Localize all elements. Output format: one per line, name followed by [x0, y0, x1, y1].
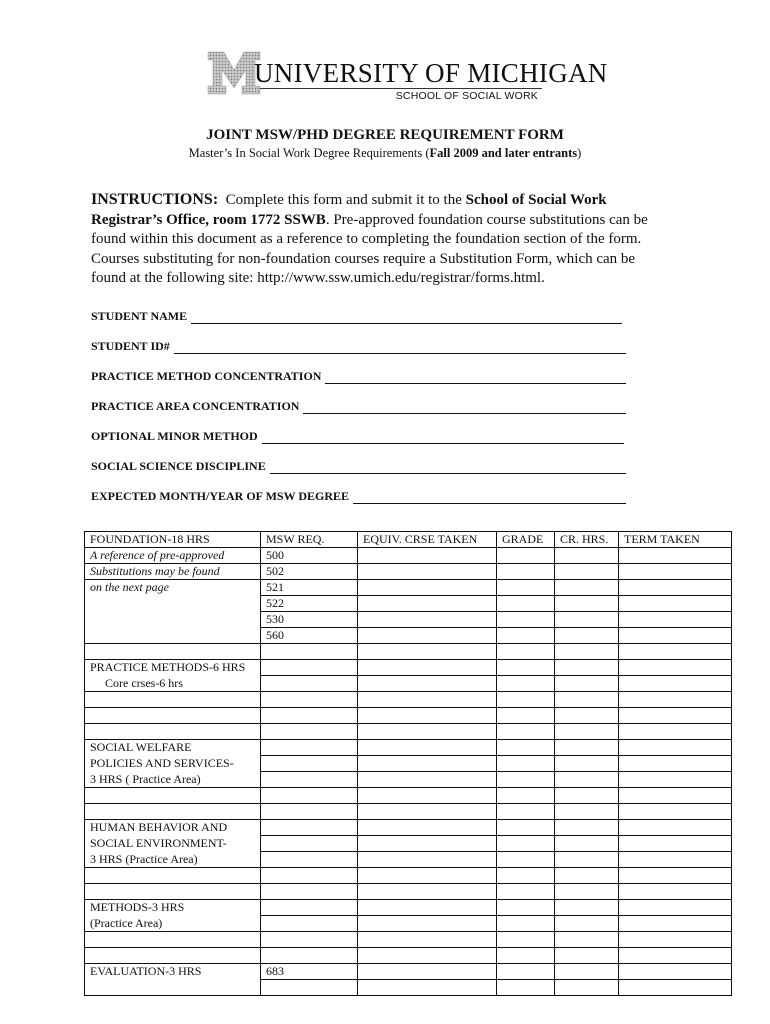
- entry-cell[interactable]: [555, 708, 619, 724]
- entry-cell[interactable]: [619, 980, 732, 996]
- entry-cell[interactable]: [619, 884, 732, 900]
- table-row: [85, 708, 732, 724]
- school-name: SCHOOL OF SOCIAL WORK: [395, 90, 538, 102]
- entry-cell[interactable]: [619, 868, 732, 884]
- field-label: STUDENT NAME: [91, 309, 188, 323]
- entry-cell[interactable]: [555, 964, 619, 980]
- entry-cell[interactable]: [497, 756, 555, 772]
- table-row: [85, 916, 732, 932]
- entry-cell[interactable]: [497, 628, 555, 644]
- table-row: [85, 724, 732, 740]
- entry-cell[interactable]: [261, 708, 358, 724]
- msw-req-cell: 500: [261, 548, 358, 564]
- instructions-text-2: . Pre-approved foundation course substitutions can be found within this document as a reference to completing the foundation section of the form. Courses substituting for non-foundation courses require a Substitution Form, which can be found at the following site: http://www.ssw.umich.edu/registrar/forms.html.: [91, 211, 648, 286]
- entry-cell[interactable]: [497, 804, 555, 820]
- hbse-label: 3 HRS (Practice Area): [85, 852, 261, 868]
- foundation-blank: [85, 612, 261, 628]
- entry-cell[interactable]: [358, 980, 497, 996]
- entry-cell[interactable]: [358, 564, 497, 580]
- entry-cell[interactable]: [358, 628, 497, 644]
- entry-cell[interactable]: [261, 772, 358, 788]
- table-header-row: [85, 532, 732, 548]
- entry-cell[interactable]: [555, 884, 619, 900]
- entry-cell[interactable]: [497, 724, 555, 740]
- entry-cell[interactable]: [619, 548, 732, 564]
- practice-area-field[interactable]: [91, 398, 626, 414]
- table-row: [85, 564, 732, 580]
- instructions-lead: INSTRUCTIONS:: [91, 191, 219, 208]
- methods-label: (Practice Area): [85, 916, 261, 932]
- entry-cell[interactable]: [358, 660, 497, 676]
- entry-cell[interactable]: [619, 612, 732, 628]
- entry-cell[interactable]: [619, 564, 732, 580]
- blank-cell: [85, 868, 261, 884]
- practice-method-line[interactable]: [325, 371, 626, 384]
- header-foundation: FOUNDATION-18 HRS: [85, 532, 261, 548]
- entry-cell[interactable]: [619, 836, 732, 852]
- table-row: [85, 884, 732, 900]
- table-row: [85, 964, 732, 980]
- entry-cell[interactable]: [358, 756, 497, 772]
- blank-cell: [85, 932, 261, 948]
- entry-cell[interactable]: [555, 852, 619, 868]
- entry-cell[interactable]: [619, 820, 732, 836]
- entry-cell[interactable]: [555, 740, 619, 756]
- practice-area-line[interactable]: [303, 401, 626, 414]
- field-label: PRACTICE AREA CONCENTRATION: [91, 399, 300, 413]
- social-science-line[interactable]: [270, 461, 626, 474]
- header-cr-hrs: CR. HRS.: [555, 532, 619, 548]
- entry-cell[interactable]: [497, 548, 555, 564]
- entry-cell[interactable]: [555, 644, 619, 660]
- subtitle-prefix: Master’s In Social Work Degree Requirements (: [188, 146, 430, 160]
- entry-cell[interactable]: [497, 596, 555, 612]
- entry-cell[interactable]: [497, 740, 555, 756]
- entry-cell[interactable]: [261, 724, 358, 740]
- student-id-line[interactable]: [174, 341, 626, 354]
- entry-cell[interactable]: [358, 788, 497, 804]
- entry-cell[interactable]: [358, 596, 497, 612]
- logo-divider: [260, 88, 542, 89]
- entry-cell[interactable]: [358, 820, 497, 836]
- blank-cell: [85, 948, 261, 964]
- entry-cell[interactable]: [555, 820, 619, 836]
- entry-cell[interactable]: [497, 964, 555, 980]
- entry-cell[interactable]: [358, 852, 497, 868]
- entry-cell[interactable]: [555, 596, 619, 612]
- entry-cell[interactable]: [261, 868, 358, 884]
- entry-cell[interactable]: [497, 884, 555, 900]
- entry-cell[interactable]: [358, 900, 497, 916]
- entry-cell[interactable]: [497, 564, 555, 580]
- entry-cell[interactable]: [358, 580, 497, 596]
- entry-cell[interactable]: [261, 980, 358, 996]
- blank-cell: [85, 644, 261, 660]
- entry-cell[interactable]: [358, 724, 497, 740]
- blank-cell: [85, 804, 261, 820]
- entry-cell[interactable]: [619, 660, 732, 676]
- field-label: PRACTICE METHOD CONCENTRATION: [91, 369, 322, 383]
- field-label: OPTIONAL MINOR METHOD: [91, 429, 258, 443]
- social-welfare-label: 3 HRS ( Practice Area): [85, 772, 261, 788]
- entry-cell[interactable]: [497, 900, 555, 916]
- entry-cell[interactable]: [358, 772, 497, 788]
- requirements-table: [84, 531, 732, 996]
- entry-cell[interactable]: [497, 980, 555, 996]
- entry-cell[interactable]: [358, 804, 497, 820]
- table-row: [85, 788, 732, 804]
- table-row: [85, 836, 732, 852]
- table-row: [85, 580, 732, 596]
- msw-req-cell: 560: [261, 628, 358, 644]
- table-row: [85, 820, 732, 836]
- blank-cell: [85, 788, 261, 804]
- minor-method-line[interactable]: [262, 431, 624, 444]
- entry-cell[interactable]: [555, 932, 619, 948]
- entry-cell[interactable]: [261, 740, 358, 756]
- instructions-registrar: School of Social Work Registrar’s Office, room 1772 SSWB: [91, 192, 607, 228]
- entry-cell[interactable]: [358, 964, 497, 980]
- entry-cell[interactable]: [497, 612, 555, 628]
- minor-method-field[interactable]: [91, 428, 624, 444]
- entry-cell[interactable]: [261, 836, 358, 852]
- table-row: [85, 740, 732, 756]
- hbse-label: SOCIAL ENVIRONMENT-: [85, 836, 261, 852]
- entry-cell[interactable]: [358, 836, 497, 852]
- table-row: [85, 980, 732, 996]
- university-logo: [206, 46, 608, 106]
- entry-cell[interactable]: [497, 708, 555, 724]
- entry-cell[interactable]: [555, 660, 619, 676]
- blank-cell: [85, 708, 261, 724]
- entry-cell[interactable]: [261, 660, 358, 676]
- table-row: [85, 660, 732, 676]
- entry-cell[interactable]: [555, 804, 619, 820]
- entry-cell[interactable]: [358, 548, 497, 564]
- entry-cell[interactable]: [619, 692, 732, 708]
- social-welfare-label: SOCIAL WELFARE: [85, 740, 261, 756]
- table-row: [85, 948, 732, 964]
- entry-cell[interactable]: [497, 820, 555, 836]
- entry-cell[interactable]: [619, 788, 732, 804]
- table-row: [85, 756, 732, 772]
- entry-cell[interactable]: [358, 740, 497, 756]
- entry-cell[interactable]: [619, 852, 732, 868]
- entry-cell[interactable]: [619, 676, 732, 692]
- student-name-line[interactable]: [191, 311, 622, 324]
- msw-req-cell: 683: [261, 964, 358, 980]
- practice-methods-label: PRACTICE METHODS-6 HRS: [85, 660, 261, 676]
- student-name-field[interactable]: [91, 308, 622, 324]
- entry-cell[interactable]: [497, 580, 555, 596]
- table-row: [85, 644, 732, 660]
- entry-cell[interactable]: [358, 708, 497, 724]
- entry-cell[interactable]: [555, 628, 619, 644]
- entry-cell[interactable]: [555, 868, 619, 884]
- table-row: [85, 852, 732, 868]
- entry-cell[interactable]: [358, 612, 497, 628]
- blank-cell: [85, 692, 261, 708]
- table-row: [85, 804, 732, 820]
- entry-cell[interactable]: [358, 676, 497, 692]
- entry-cell[interactable]: [619, 724, 732, 740]
- blank-cell: [85, 980, 261, 996]
- entry-cell[interactable]: [358, 884, 497, 900]
- entry-cell[interactable]: [555, 788, 619, 804]
- student-id-field[interactable]: [91, 338, 626, 354]
- entry-cell[interactable]: [619, 644, 732, 660]
- table-row: [85, 628, 732, 644]
- foundation-note: on the next page: [85, 580, 261, 596]
- entry-cell[interactable]: [358, 916, 497, 932]
- entry-cell[interactable]: [619, 740, 732, 756]
- table-row: [85, 692, 732, 708]
- entry-cell[interactable]: [261, 884, 358, 900]
- entry-cell[interactable]: [497, 660, 555, 676]
- form-subtitle: [0, 146, 770, 161]
- entry-cell[interactable]: [261, 804, 358, 820]
- entry-cell[interactable]: [555, 724, 619, 740]
- entry-cell[interactable]: [497, 916, 555, 932]
- entry-cell[interactable]: [555, 580, 619, 596]
- evaluation-label: EVALUATION-3 HRS: [85, 964, 261, 980]
- social-science-field[interactable]: [91, 458, 626, 474]
- university-name: UNIVERSITY OF MICHIGAN: [254, 58, 608, 88]
- field-label: STUDENT ID#: [91, 339, 170, 353]
- expected-degree-field[interactable]: [91, 488, 626, 504]
- entry-cell[interactable]: [261, 948, 358, 964]
- foundation-blank: [85, 596, 261, 612]
- entry-cell[interactable]: [261, 788, 358, 804]
- table-row: [85, 772, 732, 788]
- instructions-text-1: Complete this form and submit it to the: [225, 192, 466, 208]
- entry-cell[interactable]: [261, 900, 358, 916]
- entry-cell[interactable]: [497, 676, 555, 692]
- msw-req-cell: 521: [261, 580, 358, 596]
- msw-req-cell: 502: [261, 564, 358, 580]
- blank-cell: [85, 884, 261, 900]
- entry-cell[interactable]: [619, 932, 732, 948]
- table-row: [85, 868, 732, 884]
- entry-cell[interactable]: [497, 644, 555, 660]
- entry-cell[interactable]: [555, 916, 619, 932]
- entry-cell[interactable]: [261, 756, 358, 772]
- entry-cell[interactable]: [497, 692, 555, 708]
- entry-cell[interactable]: [261, 692, 358, 708]
- entry-cell[interactable]: [358, 692, 497, 708]
- entry-cell[interactable]: [497, 868, 555, 884]
- entry-cell[interactable]: [619, 756, 732, 772]
- entry-cell[interactable]: [358, 932, 497, 948]
- subtitle-suffix: ): [577, 146, 582, 160]
- entry-cell[interactable]: [261, 932, 358, 948]
- msw-req-cell: 522: [261, 596, 358, 612]
- entry-cell[interactable]: [619, 628, 732, 644]
- entry-cell[interactable]: [497, 836, 555, 852]
- entry-cell[interactable]: [555, 900, 619, 916]
- table-row: [85, 932, 732, 948]
- header-equiv-course: EQUIV. CRSE TAKEN: [358, 532, 497, 548]
- entry-cell[interactable]: [555, 980, 619, 996]
- subtitle-bold: Fall 2009 and later entrants: [429, 146, 578, 160]
- expected-degree-line[interactable]: [353, 491, 626, 504]
- entry-cell[interactable]: [497, 948, 555, 964]
- entry-cell[interactable]: [619, 964, 732, 980]
- entry-cell[interactable]: [619, 804, 732, 820]
- table-row: [85, 596, 732, 612]
- header-term-taken: TERM TAKEN: [619, 532, 732, 548]
- entry-cell[interactable]: [261, 916, 358, 932]
- entry-cell[interactable]: [358, 868, 497, 884]
- table-row: [85, 612, 732, 628]
- table-row: [85, 676, 732, 692]
- entry-cell[interactable]: [555, 676, 619, 692]
- entry-cell[interactable]: [619, 708, 732, 724]
- field-label: EXPECTED MONTH/YEAR OF MSW DEGREE: [91, 489, 350, 503]
- entry-cell[interactable]: [497, 932, 555, 948]
- hbse-label: HUMAN BEHAVIOR AND: [85, 820, 261, 836]
- foundation-blank: [85, 628, 261, 644]
- entry-cell[interactable]: [261, 644, 358, 660]
- entry-cell[interactable]: [619, 916, 732, 932]
- core-courses-label: Core crses-6 hrs: [85, 676, 261, 692]
- entry-cell[interactable]: [619, 772, 732, 788]
- header-grade: GRADE: [497, 532, 555, 548]
- entry-cell[interactable]: [555, 548, 619, 564]
- blank-cell: [85, 724, 261, 740]
- entry-cell[interactable]: [555, 836, 619, 852]
- entry-cell[interactable]: [555, 564, 619, 580]
- entry-cell[interactable]: [619, 580, 732, 596]
- entry-cell[interactable]: [555, 772, 619, 788]
- entry-cell[interactable]: [619, 596, 732, 612]
- entry-cell[interactable]: [261, 852, 358, 868]
- instructions-paragraph: [91, 190, 671, 289]
- entry-cell[interactable]: [619, 900, 732, 916]
- entry-cell[interactable]: [555, 948, 619, 964]
- form-title: JOINT MSW/PHD DEGREE REQUIREMENT FORM: [206, 127, 564, 143]
- foundation-note: Substitutions may be found: [85, 564, 261, 580]
- msw-req-cell: 530: [261, 612, 358, 628]
- entry-cell[interactable]: [497, 852, 555, 868]
- social-welfare-label: POLICIES AND SERVICES-: [85, 756, 261, 772]
- foundation-note: A reference of pre-approved: [85, 548, 261, 564]
- field-label: SOCIAL SCIENCE DISCIPLINE: [91, 459, 266, 473]
- entry-cell[interactable]: [261, 676, 358, 692]
- entry-cell[interactable]: [619, 948, 732, 964]
- header-msw-req: MSW REQ.: [261, 532, 358, 548]
- entry-cell[interactable]: [358, 948, 497, 964]
- entry-cell[interactable]: [555, 612, 619, 628]
- entry-cell[interactable]: [555, 692, 619, 708]
- table-row: [85, 548, 732, 564]
- entry-cell[interactable]: [358, 644, 497, 660]
- table-row: [85, 900, 732, 916]
- methods-label: METHODS-3 HRS: [85, 900, 261, 916]
- entry-cell[interactable]: [497, 788, 555, 804]
- entry-cell[interactable]: [497, 772, 555, 788]
- entry-cell[interactable]: [261, 820, 358, 836]
- practice-method-field[interactable]: [91, 368, 626, 384]
- entry-cell[interactable]: [555, 756, 619, 772]
